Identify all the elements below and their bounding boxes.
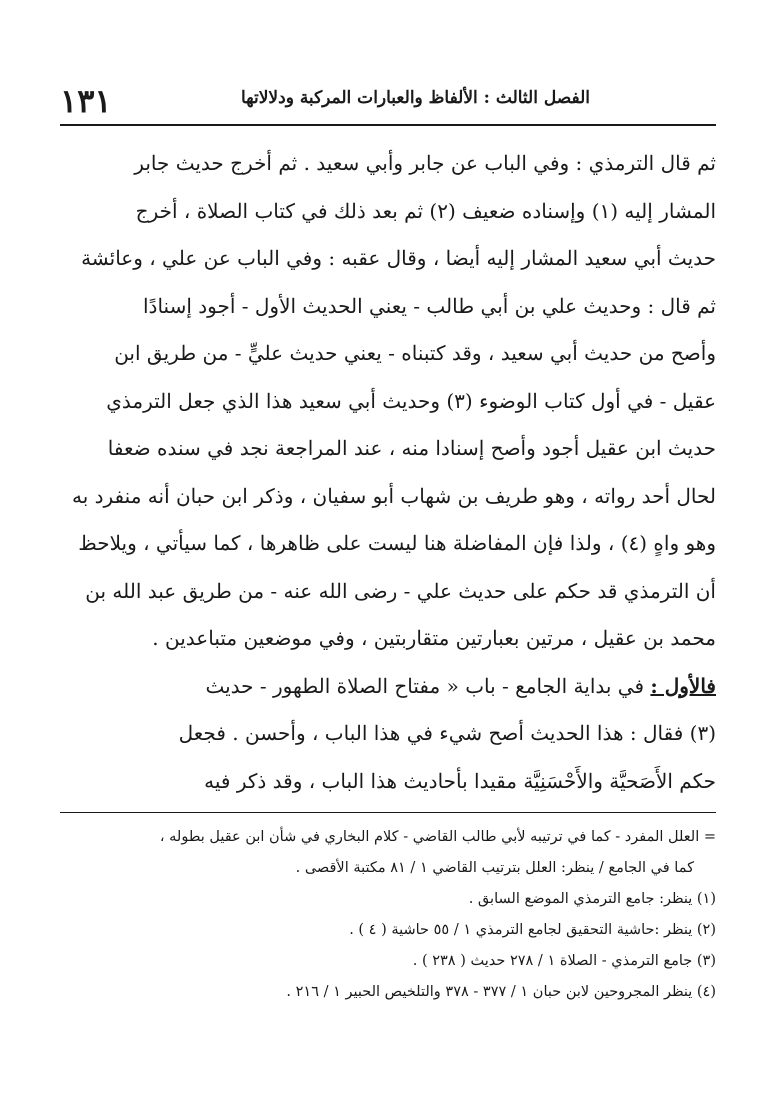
text-line: المشار إليه (١) وإسناده ضعيف (٢) ثم بعد ذلك في كتاب الصلاة ، أخرج bbox=[135, 198, 716, 223]
lead-word: فالأول : bbox=[650, 673, 716, 698]
text-line: وهو واهٍ (٤) ، ولذا فإن المفاضلة هنا ليست على ظاهرها ، كما سيأتي ، ويلاحظ bbox=[78, 531, 716, 555]
header-divider bbox=[60, 124, 716, 126]
text-line: عقيل - في أول كتاب الوضوء (٣) وحديث أبي سعيد هذا الذي جعل الترمذي bbox=[106, 388, 716, 413]
text-line: أن الترمذي قد حكم على حديث علي - رضى الله عنه - من طريق عبد الله بن bbox=[85, 578, 716, 603]
footnote-continuation: كما في الجامع / ينظر: العلل بترتيب القاضي ١ / ٨١ مكتبة الأقصى . bbox=[295, 860, 694, 876]
lead-rest: في بداية الجامع - باب « مفتاح الصلاة الطهور - حديث bbox=[205, 673, 651, 698]
footnote-divider bbox=[60, 812, 716, 813]
footnote-item: (١) ينظر: جامع الترمذي الموضع السابق . bbox=[468, 891, 716, 907]
text-line: حكم الأَصَحيَّة والأَحْسَنِيَّة مقيدا بأحاديث هذا الباب ، وقد ذكر فيه bbox=[204, 768, 716, 793]
footnote-item: (٢) ينظر :حاشية التحقيق لجامع الترمذي ١ / ٥٥ حاشية ( ٤ ) . bbox=[349, 922, 716, 938]
main-text bbox=[60, 140, 716, 805]
text-line: حديث أبي سعيد المشار إليه أيضا ، وقال عقبه : وفي الباب عن علي ، وعائشة bbox=[81, 246, 716, 270]
footnote-continuation: = العلل المفرد - كما في ترتيبه لأبي طالب القاضي - كلام البخاري في شأن ابن عقيل بطوله ، bbox=[159, 829, 716, 845]
text-line: محمد بن عقيل ، مرتين بعبارتين متقاربتين ، وفي موضعين متباعدين . bbox=[152, 626, 716, 650]
chapter-title: الفصل الثالث : الألفاظ والعبارات المركبة ودلالاتها bbox=[240, 88, 590, 108]
text-line: ثم قال الترمذي : وفي الباب عن جابر وأبي سعيد . ثم أخرج حديث جابر bbox=[134, 151, 716, 175]
footnote-item: (٤) ينظر المجروحين لابن حبان ١ / ٣٧٧ - ٣٧٨ والتلخيص الحبير ١ / ٢١٦ . bbox=[286, 984, 716, 1000]
text-line: ثم قال : وحديث علي بن أبي طالب - يعني الحديث الأول - أجود إسنادًا bbox=[143, 293, 716, 318]
footnotes bbox=[60, 822, 716, 1008]
text-line: لحال أحد رواته ، وهو طريف بن شهاب أبو سفيان ، وذكر ابن حبان أنه منفرد به bbox=[71, 483, 716, 508]
footnote-item: (٣) جامع الترمذي - الصلاة ١ / ٢٧٨ حديث ( ٢٣٨ ) . bbox=[412, 953, 716, 969]
text-line: وأصح من حديث أبي سعيد ، وقد كتبناه - يعني حديث عليٍّ - من طريق ابن bbox=[114, 341, 716, 365]
page-number: ١٣١ bbox=[60, 82, 112, 120]
text-line: (٣) فقال : هذا الحديث أصح شيء في هذا الباب ، وأحسن . فجعل bbox=[178, 721, 716, 745]
running-header bbox=[60, 70, 720, 122]
text-line: حديث ابن عقيل أجود وأصح إسنادا منه ، عند المراجعة نجد في سنده ضعفا bbox=[107, 436, 716, 460]
text-line-lead bbox=[60, 663, 716, 711]
